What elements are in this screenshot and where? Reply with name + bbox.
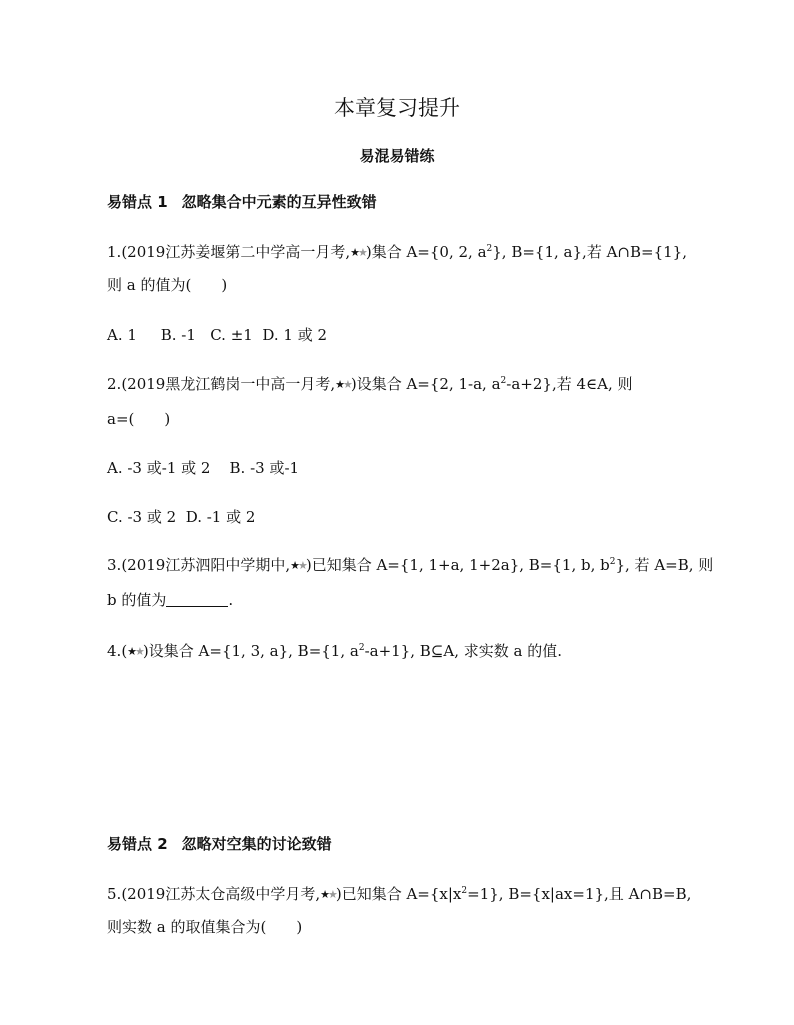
section-heading-1 bbox=[107, 192, 377, 212]
question-3-line-1 bbox=[107, 555, 713, 576]
difficulty-stars-icon: ★★ bbox=[320, 888, 336, 901]
question-stem-line2: 则 a 的值为( bbox=[107, 276, 192, 294]
question-stem-line2: 则实数 a 的取值集合为( bbox=[107, 918, 267, 936]
question-source: (2019江苏姜堰第二中学高一月考, bbox=[121, 243, 351, 261]
question-number: 4. bbox=[107, 642, 122, 660]
question-4-line-1: 4.(★★)设集合 A={1, 3, a}, B={1, $a^2-a+1$}, B⊆A, 求实数 a 的值. bbox=[107, 642, 562, 660]
superscript: 2 bbox=[486, 244, 493, 254]
close-paren: ) bbox=[221, 276, 228, 294]
question-number: 3. bbox=[107, 556, 122, 574]
section-text: 忽略集合中元素的互异性致错 bbox=[181, 193, 377, 211]
section-label: 易错点 2 bbox=[107, 835, 168, 853]
question-stem: )已知集合 A={x|x bbox=[335, 885, 462, 903]
question-stem-cont: -a+2},若 4∈A, 则 bbox=[506, 375, 633, 393]
question-source: (2019江苏泗阳中学期中, bbox=[121, 556, 291, 574]
page-title: 本章复习提升 bbox=[334, 96, 460, 120]
question-stem-line2: b 的值为 bbox=[107, 591, 167, 609]
question-stem: )集合 A={0, 2, a bbox=[365, 243, 487, 261]
question-source: (2019黑龙江鹤岗一中高一月考, bbox=[121, 375, 336, 393]
page-subtitle: 易混易错练 bbox=[359, 147, 435, 165]
question-2-options-1 bbox=[107, 458, 299, 478]
difficulty-stars-icon: ★★ bbox=[335, 378, 351, 391]
superscript: 2 bbox=[358, 643, 365, 653]
question-2-line-2 bbox=[107, 409, 170, 429]
question-5-line-2 bbox=[107, 917, 302, 937]
answer-options: A. -3 或-1 或 2 B. -3 或-1 bbox=[107, 459, 300, 477]
question-5-line-1 bbox=[107, 884, 691, 905]
superscript: 2 bbox=[500, 376, 507, 386]
section-text: 忽略对空集的讨论致错 bbox=[181, 835, 332, 853]
section-label: 易错点 1 bbox=[107, 193, 168, 211]
question-1-options bbox=[107, 325, 327, 345]
difficulty-stars-icon: ★★ bbox=[350, 246, 366, 259]
close-paren: ) bbox=[164, 410, 171, 428]
question-stem-cont: }, 若 A=B, 则 bbox=[615, 556, 714, 574]
question-stem: )已知集合 A={1, 1+a, 1+2a}, B={1, b, b bbox=[305, 556, 610, 574]
question-source: (2019江苏太仓高级中学月考, bbox=[121, 885, 321, 903]
question-number: 5. bbox=[107, 885, 122, 903]
section-heading-2 bbox=[107, 834, 332, 854]
question-2-line-1 bbox=[107, 374, 633, 395]
difficulty-stars-icon: ★★ bbox=[290, 559, 306, 572]
question-2-options-2 bbox=[107, 507, 255, 527]
answer-options: A. 1 B. -1 C. ±1 D. 1 或 2 bbox=[107, 326, 328, 344]
close-paren: ) bbox=[296, 918, 303, 936]
question-number: 2. bbox=[107, 375, 122, 393]
period: . bbox=[228, 591, 234, 609]
question-stem-cont: =1}, B={x|ax=1},且 A∩B=B, bbox=[467, 885, 692, 903]
question-stem: )设集合 A={1, 3, a}, B={1, a bbox=[142, 642, 359, 660]
question-stem-line2: a=( bbox=[107, 410, 135, 428]
answer-blank[interactable] bbox=[166, 592, 228, 607]
superscript: 2 bbox=[461, 886, 468, 896]
answer-options: C. -3 或 2 D. -1 或 2 bbox=[107, 508, 256, 526]
question-1-line-1 bbox=[107, 242, 687, 263]
question-stem-cont: -a+1}, B⊆A, 求实数 a 的值. bbox=[364, 642, 562, 660]
question-number: 1. bbox=[107, 243, 122, 261]
superscript: 2 bbox=[609, 557, 616, 567]
question-stem-cont: }, B={1, a},若 A∩B={1}, bbox=[492, 243, 687, 261]
question-stem: )设集合 A={2, 1-a, a bbox=[350, 375, 501, 393]
difficulty-stars-icon: ★★ bbox=[127, 645, 143, 658]
question-1-line-2 bbox=[107, 275, 227, 295]
question-3-line-2 bbox=[107, 590, 233, 610]
